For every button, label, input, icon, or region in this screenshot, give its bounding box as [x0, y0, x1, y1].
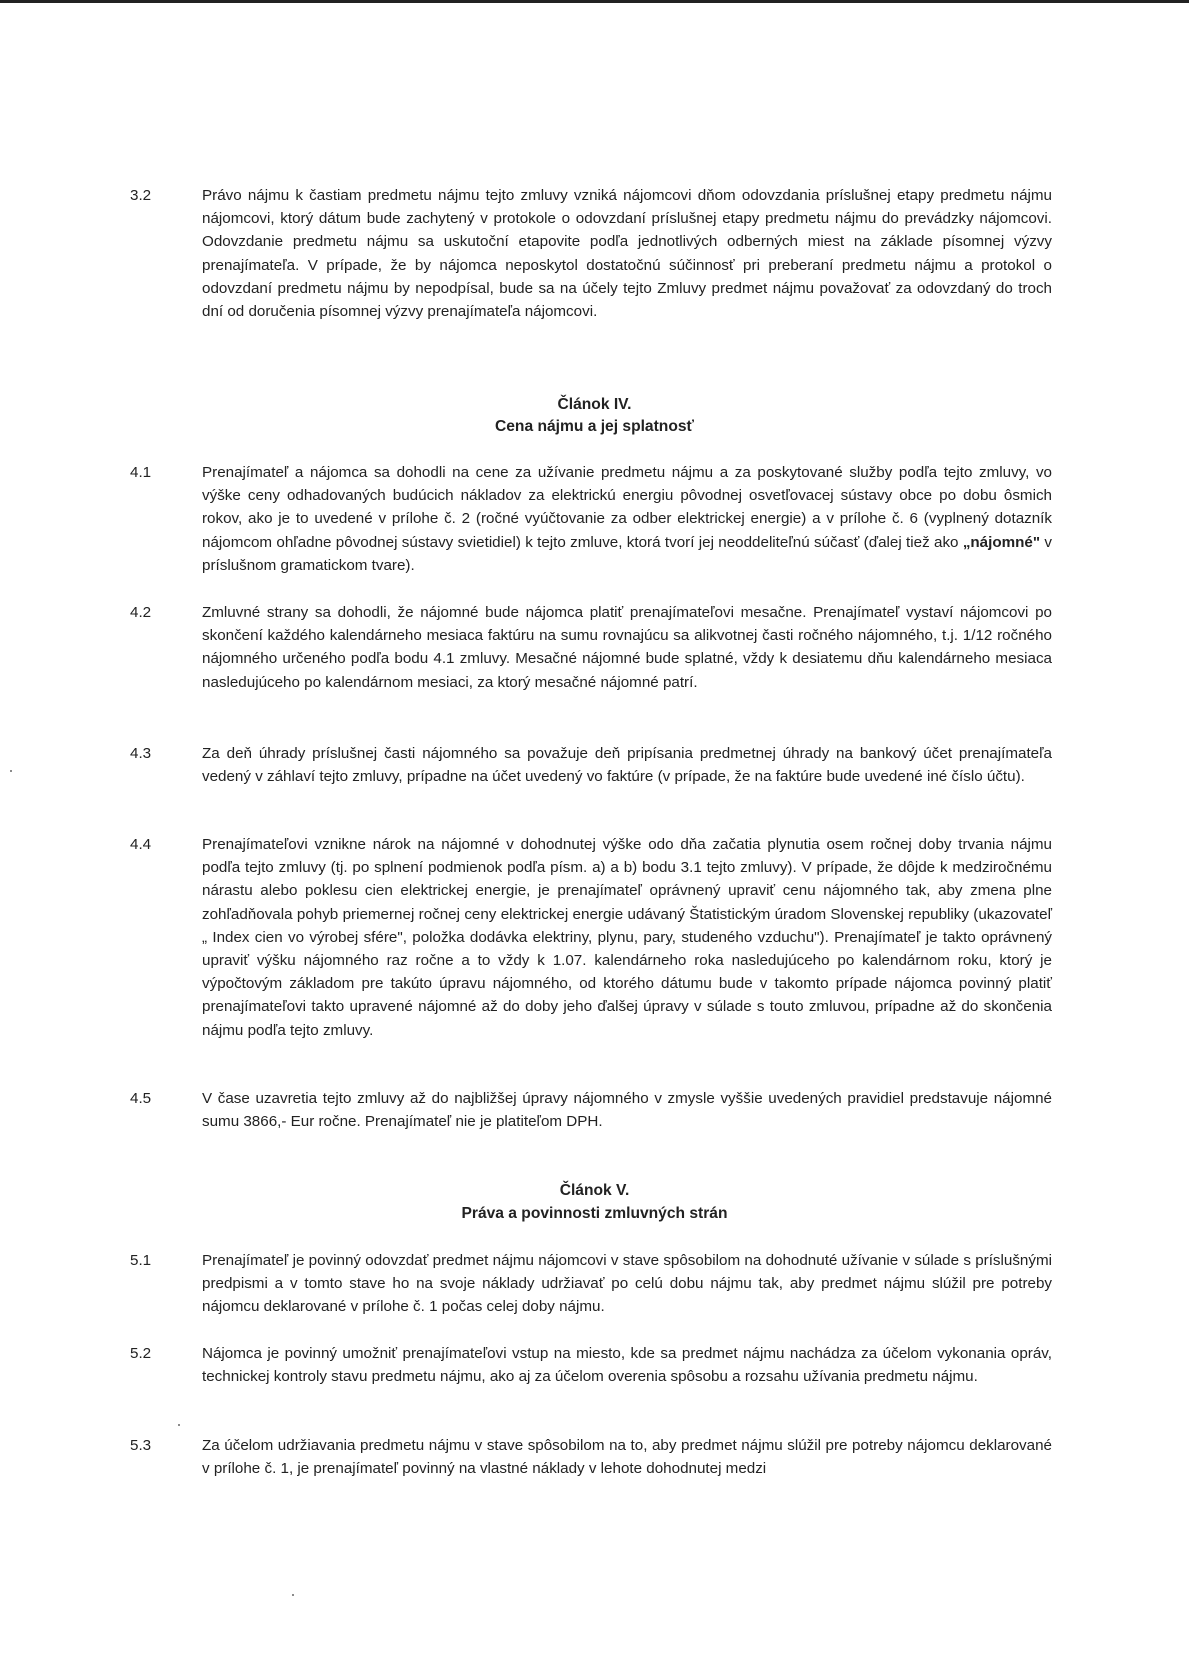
clause-number: 3.2: [130, 187, 152, 204]
clause-5-1: [130, 1249, 1052, 1319]
clause-text: Za deň úhrady príslušnej časti nájomného sa považuje deň pripísania predmetnej úhrady na bankový účet prenajímateľa vedený v záhlaví tejto zmluvy, prípadne na účet uvedený vo faktúre (v prípade, že na faktúre bude uvedené iné číslo účtu).: [202, 745, 1052, 786]
clause-text-part: v príslušnom gramatickom tvare).: [202, 533, 1052, 574]
clause-number: 5.1: [130, 1252, 152, 1269]
clause-number: 5.3: [130, 1437, 152, 1454]
scan-speck: [292, 1594, 294, 1596]
clause-text: Za účelom udržiavania predmetu nájmu v stave spôsobilom na to, aby predmet nájmu slúžil pre potreby nájomcu deklarované v prílohe č. 1, je prenajímateľ povinný na vlastné náklady v lehote dohodnutej medzi: [202, 1437, 1052, 1478]
clause-number: 4.5: [130, 1090, 152, 1107]
clause-4-4: [130, 833, 1052, 1042]
clause-text: Právo nájmu k častiam predmetu nájmu tejto zmluvy vzniká nájomcovi dňom odovzdania príslušnej etapy predmetu nájmu nájomcovi, ktorý dátum bude zachytený v protokole o odovzdaní príslušnej etapy predmetu nájmu do prevádzky nájomcovi. Odovzdanie predmetu nájmu sa uskutoční etapovite podľa jednotlivých odberných miest na základe písomnej výzvy prenajímateľa. V prípade, že by nájomca neposkytol dostatočnú súčinnosť pri preberaní predmetu nájmu a protokol o odovzdaní predmetu nájmu by nepodpísal, bude sa na účely tejto Zmluvy predmet nájmu považovať za odovzdaný do troch dní od doručenia písomnej výzvy prenajímateľa nájomcovi.: [202, 187, 1052, 321]
clause-number: 4.4: [130, 836, 152, 853]
clause-text: Prenajímateľovi vznikne nárok na nájomné v dohodnutej výške odo dňa začatia plynutia osem ročnej doby trvania nájmu podľa tejto zmluvy (tj. po splnení podmienok podľa písm. a) a b) bodu 3.1 tejto zmluvy). V prípade, že dôjde k medziročnému nárastu alebo poklesu cien elektrickej energie, je prenajímateľ oprávnený upraviť cenu nájomného tak, aby zmena plne zohľadňovala pohyb priemernej ročnej ceny elektrickej energie udávaný Štatistickým úradom Slovenskej republiky (ukazovateľ „ Index cien vo výrobej sfére", položka dodávka elektriny, plynu, pary, studeného vzduchu"). Prenajímateľ je takto oprávnený upraviť výšku nájomného raz ročne a to vždy k 1.07. kalendárneho roka nasledujúceho po kalendárnom roku, ktorý je výpočtovým základom pre takúto úpravu nájomného, od ktorého dátumu bude v takomto prípade nájomca povinný platiť prenajímateľovi takto upravené nájomné až do doby jeho ďalšej úpravy v súlade s touto zmluvou, prípadne až do skončenia nájmu podľa tejto zmluvy.: [202, 836, 1052, 1039]
clause-number: 4.3: [130, 745, 152, 762]
clause-3-2: [130, 184, 1052, 323]
clause-4-2: [130, 601, 1052, 694]
clause-text: Prenajímateľ je povinný odovzdať predmet nájmu nájomcovi v stave spôsobilom na dohodnuté užívanie v súlade s príslušnými predpismi a v tomto stave ho na svoje náklady udržiavať po celú dobu nájmu tak, aby predmet nájmu slúžil pre potreby nájomcu deklarované v prílohe č. 1 počas celej doby nájmu.: [202, 1252, 1052, 1316]
article-iv-subtitle: Cena nájmu a jej splatnosť: [495, 418, 694, 435]
clause-text-part: Prenajímateľ a nájomca sa dohodli na cene za užívanie predmetu nájmu a za poskytované služby podľa tejto zmluvy, vo výške ceny odhadovaných budúcich nákladov za elektrickú energiu pôvodnej osvetľovacej sústavy obce po dobu ôsmich rokov, ako je to uvedené v prílohe č. 2 (ročné vyúčtovanie za odber elektrickej energie) a v prílohe č. 6 (vyplnený dotazník nájomcom ohľadne pôvodnej sústavy svietidiel) k tejto zmluve, ktorá tvorí jej neoddeliteľnú súčasť (ďalej tiež ako: [202, 464, 1052, 551]
article-v-title: Článok V.: [559, 1182, 630, 1199]
scan-speck: [178, 1424, 180, 1426]
clause-number: 4.1: [130, 464, 152, 481]
clause-number: 4.2: [130, 604, 152, 621]
top-border: [0, 0, 1189, 3]
scan-speck: [10, 770, 12, 772]
clause-5-3: [130, 1434, 1052, 1480]
article-iv-title: Článok IV.: [557, 396, 632, 413]
defined-term: „nájomné": [962, 533, 1041, 551]
article-v-subtitle: Práva a povinnosti zmluvných strán: [461, 1205, 728, 1222]
clause-4-3: [130, 742, 1052, 788]
clause-text: Nájomca je povinný umožniť prenajímateľovi vstup na miesto, kde sa predmet nájmu nachádza za účelom vykonania opráv, technickej kontroly stavu predmetu nájmu, ako aj za účelom overenia spôsobu a rozsahu užívania predmetu nájmu.: [202, 1345, 1052, 1386]
clause-5-2: [130, 1342, 1052, 1388]
clause-text: [202, 461, 1052, 577]
clause-4-5: [130, 1087, 1052, 1133]
clause-number: 5.2: [130, 1345, 152, 1362]
clause-text: V čase uzavretia tejto zmluvy až do najbližšej úpravy nájomného v zmysle vyššie uvedených pravidiel predstavuje nájomné sumu 3866,- Eur ročne. Prenajímateľ nie je platiteľom DPH.: [202, 1090, 1052, 1131]
clause-4-1: [130, 461, 1052, 577]
clause-text: Zmluvné strany sa dohodli, že nájomné bude nájomca platiť prenajímateľovi mesačne. Prenajímateľ vystaví nájomcovi po skončení každého kalendárneho mesiaca faktúru na sumu rovnajúcu sa alikvotnej časti ročného nájomného, t.j. 1/12 ročného nájomného určeného podľa bodu 4.1 zmluvy. Mesačné nájomné bude splatné, vždy k desiatemu dňu kalendárneho mesiaca nasledujúceho po kalendárnom mesiaci, za ktorý mesačné nájomné patrí.: [202, 604, 1052, 691]
